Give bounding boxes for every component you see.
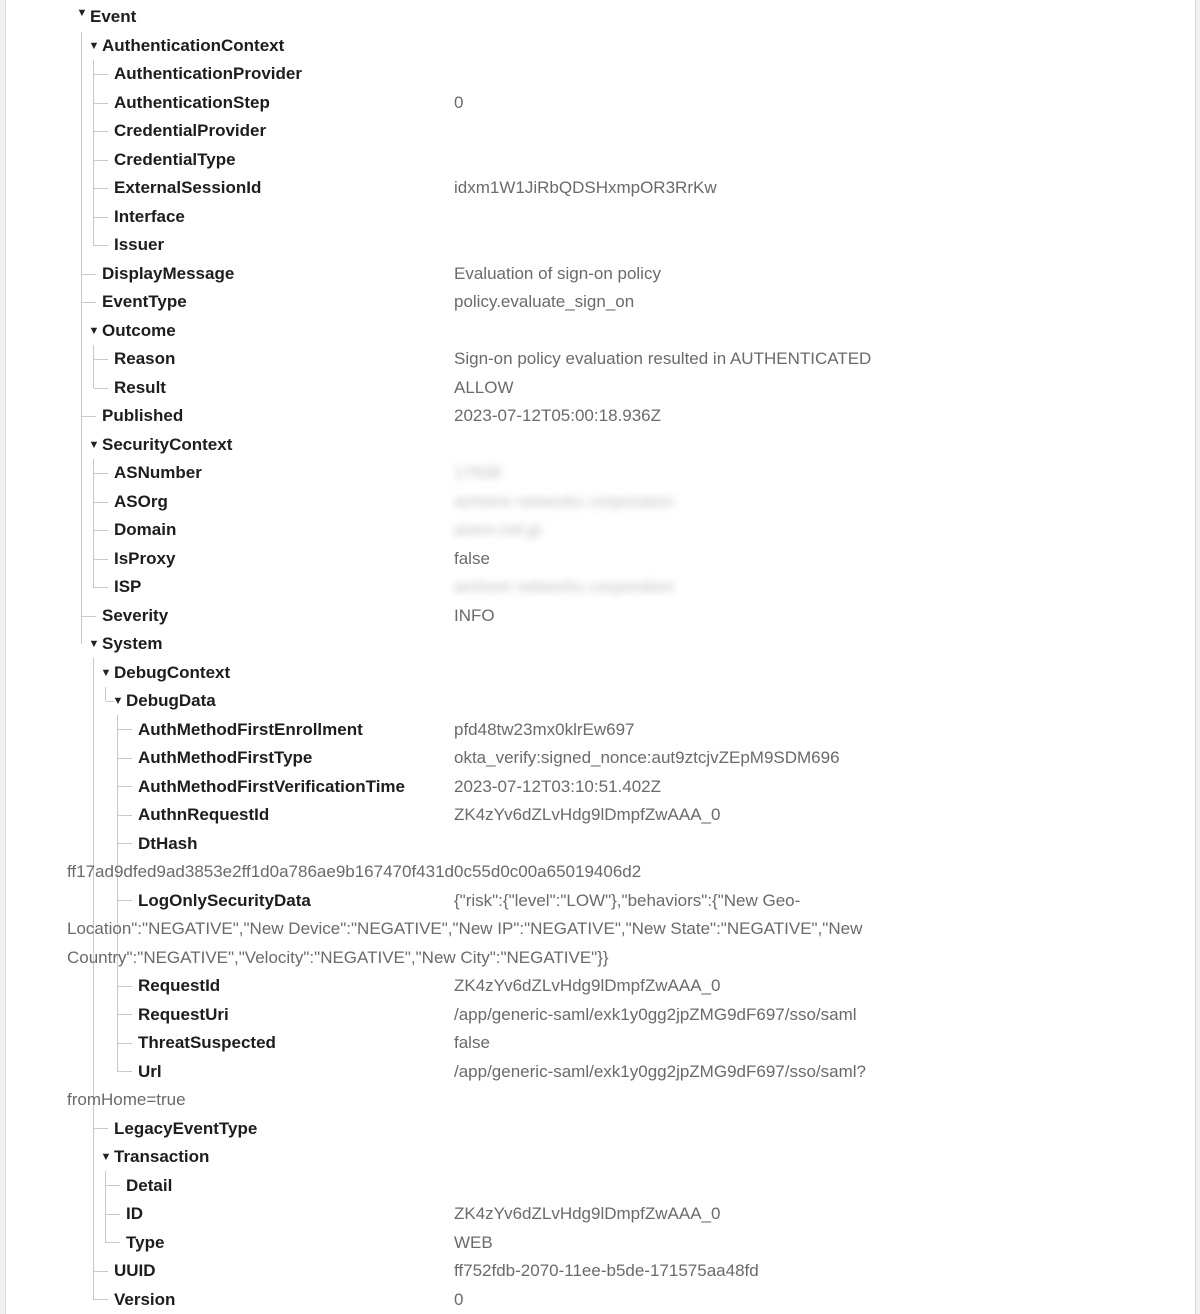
field-key: Interface <box>114 207 185 226</box>
tree-branch <box>94 502 108 503</box>
caret-down-icon[interactable]: ▼ <box>112 695 124 707</box>
field-value: 2023-07-12T05:00:18.936Z <box>454 406 661 425</box>
tree-branch <box>118 986 132 987</box>
url-value-line: fromHome=true <box>67 1090 186 1109</box>
field-key: AuthMethodFirstEnrollment <box>138 720 363 739</box>
tree-branch <box>94 1128 108 1129</box>
tree-branch <box>106 1214 120 1215</box>
tree-branch <box>94 559 108 560</box>
field-value: 0 <box>454 93 464 112</box>
field-key: Published <box>102 406 184 425</box>
tree-branch <box>82 274 96 275</box>
caret-down-icon[interactable]: ▼ <box>100 667 112 679</box>
tree-branch <box>94 131 108 132</box>
redacted-value: amhere networks corporation <box>454 492 675 511</box>
tree-branch <box>82 302 96 303</box>
tree-branch <box>118 1014 132 1015</box>
caret-down-icon[interactable]: ▼ <box>88 40 100 52</box>
tree-branch <box>94 388 108 389</box>
tree-branch <box>106 1242 120 1243</box>
redacted-value: aosm.net.jp <box>454 520 542 539</box>
tree-branch <box>106 1185 120 1186</box>
field-key: ISP <box>114 577 142 596</box>
tree-guide-line <box>117 715 118 1072</box>
field-value: ZK4zYv6dZLvHdg9lDmpfZwAAA_0 <box>454 976 721 995</box>
node-label: Outcome <box>102 321 176 340</box>
dthash-value: ff17ad9dfed9ad3853e2ff1d0a786ae9b167470f431d0c55d0c00a65019406d2 <box>67 862 642 881</box>
field-key: LegacyEventType <box>114 1119 258 1138</box>
tree-guide-line <box>93 60 94 246</box>
caret-down-icon[interactable]: ▼ <box>76 7 88 19</box>
field-value: 0 <box>454 1290 464 1309</box>
node-label: System <box>102 634 163 653</box>
field-key: ASNumber <box>114 463 202 482</box>
tree-branch <box>94 103 108 104</box>
tree-guide-line <box>105 687 106 701</box>
field-value: ff752fdb-2070-11ee-b5de-171575aa48fd <box>454 1261 759 1280</box>
tree-branch <box>94 188 108 189</box>
tree-guide-line <box>105 1171 106 1243</box>
field-value: ZK4zYv6dZLvHdg9lDmpfZwAAA_0 <box>454 1204 721 1223</box>
field-key: ExternalSessionId <box>114 178 262 197</box>
field-key: CredentialProvider <box>114 121 267 140</box>
field-value: /app/generic-saml/exk1y0gg2jpZMG9dF697/sso/saml <box>454 1005 857 1024</box>
tree-guide-line <box>81 32 82 644</box>
field-key: ID <box>126 1204 143 1223</box>
tree-branch <box>118 729 132 730</box>
event-tree-panel <box>5 0 1196 1314</box>
redacted-value: 17938 <box>454 463 502 482</box>
field-key: Issuer <box>114 235 165 254</box>
field-key: AuthenticationStep <box>114 93 270 112</box>
tree-branch <box>118 900 132 901</box>
tree-branch <box>94 245 108 246</box>
tree-branch <box>94 217 108 218</box>
tree-guide-line <box>93 345 94 388</box>
field-value: idxm1W1JiRbQDSHxmpOR3RrKw <box>454 178 717 197</box>
field-key: AuthMethodFirstType <box>138 748 313 767</box>
caret-down-icon[interactable]: ▼ <box>100 1151 112 1163</box>
node-label: DebugContext <box>114 663 231 682</box>
field-key: Domain <box>114 520 177 539</box>
field-key: Result <box>114 378 166 397</box>
field-key: AuthnRequestId <box>138 805 270 824</box>
log-only-value-line: Location":"NEGATIVE","New Device":"NEGATIVE","New IP":"NEGATIVE","New State":"NEGATIVE","New <box>67 919 863 938</box>
field-key: DtHash <box>138 834 198 853</box>
tree-branch <box>118 1071 132 1072</box>
field-key: ThreatSuspected <box>138 1033 276 1052</box>
field-key: ASOrg <box>114 492 168 511</box>
field-value: false <box>454 1033 490 1052</box>
tree-branch <box>94 473 108 474</box>
node-label: SecurityContext <box>102 435 233 454</box>
caret-down-icon[interactable]: ▼ <box>88 325 100 337</box>
tree-branch <box>118 843 132 844</box>
tree-branch <box>82 616 96 617</box>
field-value: {"risk":{"level":"LOW"},"behaviors":{"New Geo- <box>454 891 801 910</box>
tree-branch <box>94 160 108 161</box>
tree-branch <box>94 1271 108 1272</box>
field-key: CredentialType <box>114 150 236 169</box>
tree-branch <box>94 359 108 360</box>
field-value: false <box>454 549 490 568</box>
tree-branch <box>94 530 108 531</box>
caret-down-icon[interactable]: ▼ <box>88 439 100 451</box>
field-value: policy.evaluate_sign_on <box>454 292 635 311</box>
field-value: okta_verify:signed_nonce:aut9ztcjvZEpM9SDM696 <box>454 748 840 767</box>
tree-branch <box>94 74 108 75</box>
tree-guide-line <box>93 459 94 588</box>
field-value: /app/generic-saml/exk1y0gg2jpZMG9dF697/sso/saml? <box>454 1062 866 1081</box>
field-key: RequestUri <box>138 1005 229 1024</box>
field-value: pfd48tw23mx0klrEw697 <box>454 720 635 739</box>
field-key: Reason <box>114 349 176 368</box>
field-value: INFO <box>454 606 495 625</box>
tree-branch <box>82 416 96 417</box>
field-key: EventType <box>102 292 187 311</box>
field-key: LogOnlySecurityData <box>138 891 311 910</box>
node-label: AuthenticationContext <box>102 36 285 55</box>
field-key: Version <box>114 1290 176 1309</box>
field-key: Type <box>126 1233 165 1252</box>
tree-guide-line <box>93 658 94 1300</box>
caret-down-icon[interactable]: ▼ <box>88 638 100 650</box>
field-value: ALLOW <box>454 378 514 397</box>
field-key: AuthenticationProvider <box>114 64 302 83</box>
field-key: Severity <box>102 606 169 625</box>
field-key: DisplayMessage <box>102 264 235 283</box>
node-label: Event <box>90 7 137 26</box>
tree-branch <box>118 758 132 759</box>
tree-branch <box>118 786 132 787</box>
field-value: Sign-on policy evaluation resulted in AUTHENTICATED <box>454 349 872 368</box>
log-only-value-line: Country":"NEGATIVE","Velocity":"NEGATIVE","New City":"NEGATIVE"}} <box>67 948 609 967</box>
field-key: Detail <box>126 1176 173 1195</box>
field-key: Url <box>138 1062 162 1081</box>
field-value: 2023-07-12T03:10:51.402Z <box>454 777 661 796</box>
node-label: DebugData <box>126 691 216 710</box>
tree-branch <box>94 587 108 588</box>
tree-branch <box>118 815 132 816</box>
field-value: ZK4zYv6dZLvHdg9lDmpfZwAAA_0 <box>454 805 721 824</box>
field-key: RequestId <box>138 976 221 995</box>
node-label: Transaction <box>114 1147 210 1166</box>
redacted-value: amhere networks corporation <box>454 577 675 596</box>
field-value: WEB <box>454 1233 493 1252</box>
field-key: IsProxy <box>114 549 176 568</box>
tree-branch <box>94 1299 108 1300</box>
field-value: Evaluation of sign-on policy <box>454 264 661 283</box>
tree-branch <box>118 1043 132 1044</box>
field-key: UUID <box>114 1261 156 1280</box>
field-key: AuthMethodFirstVerificationTime <box>138 777 405 796</box>
